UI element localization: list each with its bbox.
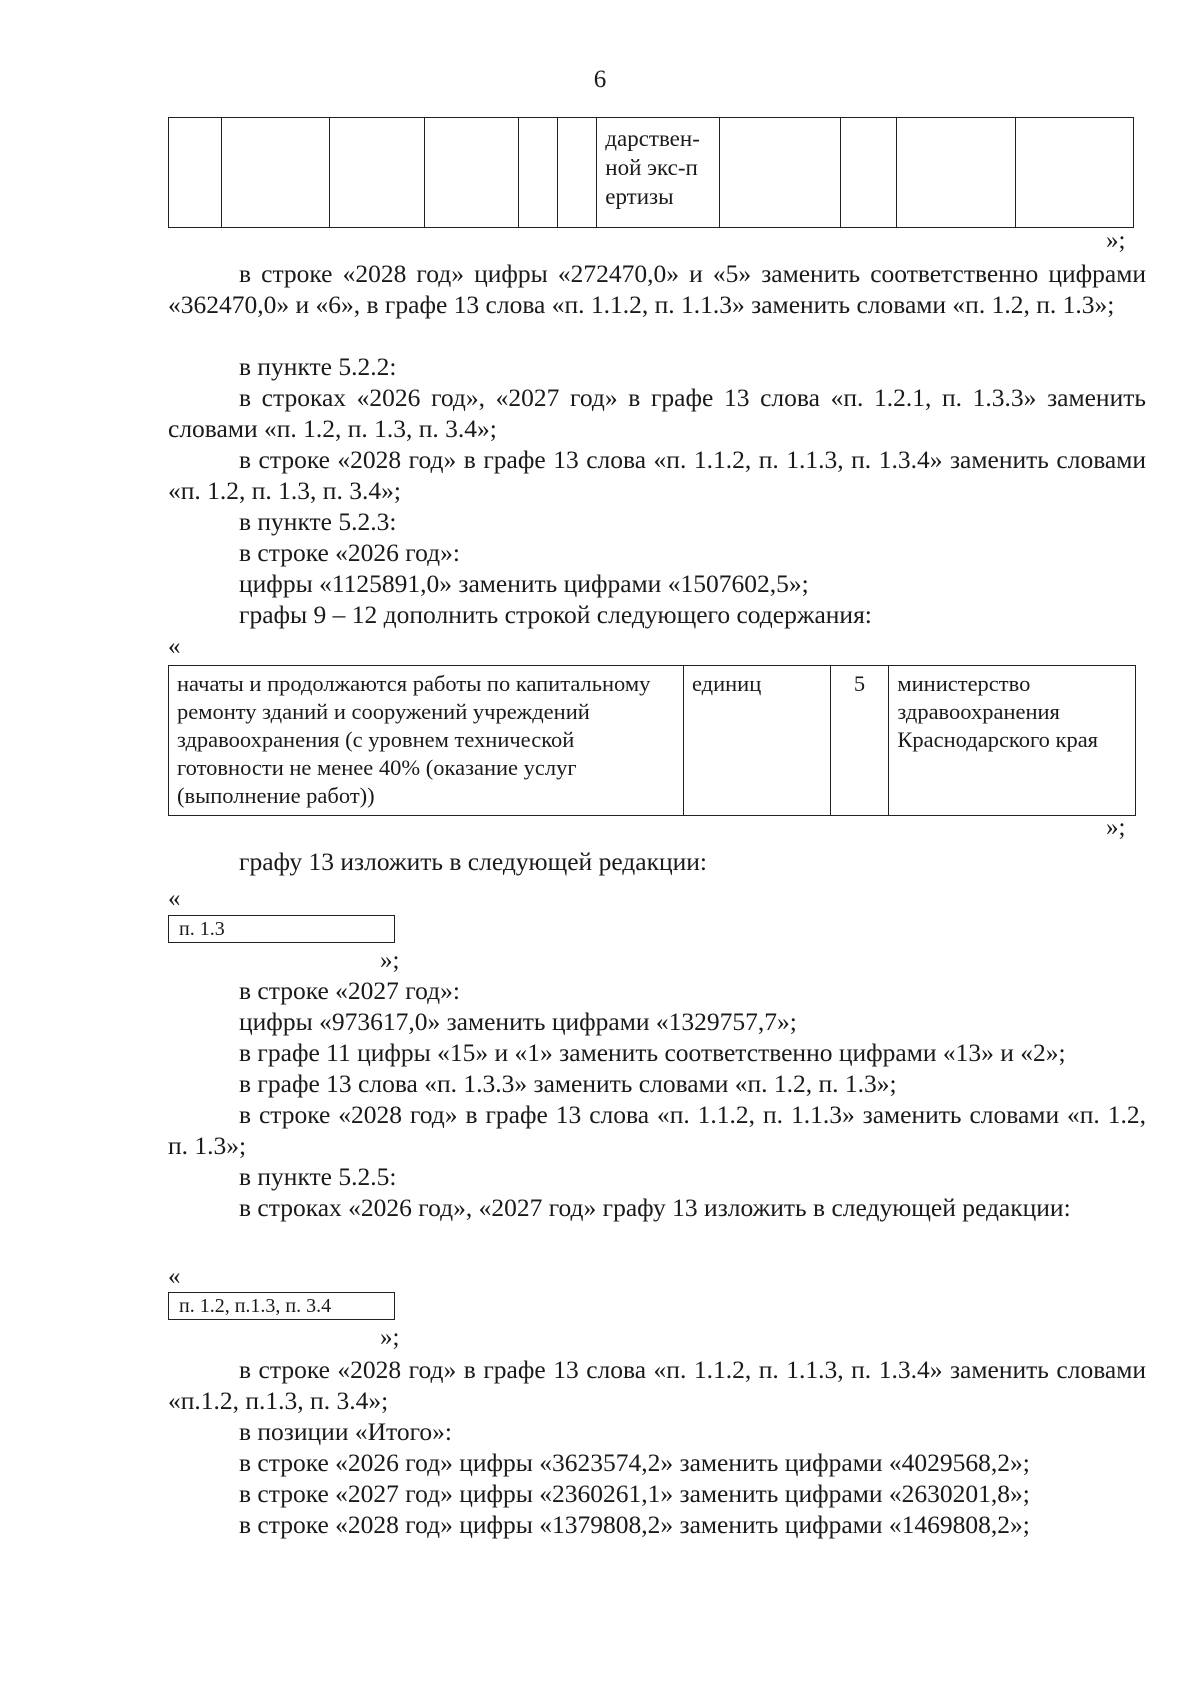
table-cell bbox=[169, 118, 222, 228]
paragraph: в графе 11 цифры «15» и «1» заменить соответственно цифрами «13» и «2»; bbox=[239, 1038, 1066, 1067]
table-cell bbox=[841, 118, 897, 228]
insert-responsible: министерство здравоохранения Краснодарского края bbox=[889, 666, 1136, 816]
paragraph: в пункте 5.2.2: bbox=[239, 352, 397, 381]
table-cell bbox=[896, 118, 1015, 228]
table-cell bbox=[720, 118, 841, 228]
table-cell bbox=[1016, 118, 1134, 228]
paragraph: в строке «2028 год» цифры «272470,0» и «5» заменить соответственно цифрами «362470,0» и «6», в графе 13 слова «п. 1.1.2, п. 1.1.3» заменить словами «п. 1.2, п. 1.3»; bbox=[168, 259, 1146, 319]
paragraph: в строках «2026 год», «2027 год» в графе 13 слова «п. 1.2.1, п. 1.3.3» заменить словами «п. 1.2, п. 1.3, п. 3.4»; bbox=[168, 383, 1146, 443]
closing-quote: »; bbox=[1106, 227, 1126, 254]
paragraph: в строках «2026 год», «2027 год» графу 13 изложить в следующей редакции: bbox=[239, 1193, 1071, 1222]
table-cell bbox=[558, 118, 597, 228]
table-cell bbox=[424, 118, 518, 228]
top-table-fragment bbox=[168, 117, 1134, 228]
insert-value: 5 bbox=[830, 666, 889, 816]
table-cell-text: дарствен-ной экс-пертизы bbox=[605, 126, 700, 209]
paragraph: в пункте 5.2.5: bbox=[239, 1162, 397, 1191]
table-cell-expertise bbox=[597, 118, 720, 228]
table-cell bbox=[329, 118, 424, 228]
paragraph: в строке «2027 год» цифры «2360261,1» заменить цифрами «2630201,8»; bbox=[239, 1479, 1030, 1508]
opening-quote: « bbox=[168, 1263, 181, 1290]
closing-quote: »; bbox=[380, 1324, 400, 1351]
page-number: 6 bbox=[593, 66, 607, 93]
column-13-box: п. 1.2, п.1.3, п. 3.4 bbox=[168, 1292, 395, 1320]
paragraph: в строке «2027 год»: bbox=[239, 976, 460, 1005]
column-13-box: п. 1.3 bbox=[168, 915, 395, 943]
paragraph: в строке «2028 год» в графе 13 слова «п. 1.1.2, п. 1.1.3» заменить словами «п. 1.2, п. 1.3»; bbox=[168, 1100, 1146, 1160]
insert-description: начаты и продолжаются работы по капитальному ремонту зданий и сооружений учреждений здравоохранения (с уровнем технической готовности не менее 40% (оказание услуг (выполнение работ)) bbox=[169, 666, 684, 816]
paragraph: в строке «2026 год»: bbox=[239, 538, 460, 567]
paragraph: графы 9 – 12 дополнить строкой следующего содержания: bbox=[239, 600, 872, 629]
closing-quote: »; bbox=[380, 947, 400, 974]
opening-quote: « bbox=[168, 885, 181, 912]
opening-quote: « bbox=[168, 633, 181, 660]
paragraph: в графе 13 слова «п. 1.3.3» заменить словами «п. 1.2, п. 1.3»; bbox=[239, 1069, 897, 1098]
closing-quote: »; bbox=[1106, 814, 1126, 841]
insert-table bbox=[168, 665, 1136, 816]
paragraph: в строке «2028 год» цифры «1379808,2» заменить цифрами «1469808,2»; bbox=[239, 1510, 1030, 1539]
paragraph: цифры «973617,0» заменить цифрами «1329757,7»; bbox=[239, 1007, 797, 1036]
paragraph: в строке «2028 год» в графе 13 слова «п. 1.1.2, п. 1.1.3, п. 1.3.4» заменить словами «п. 1.2, п. 1.3, п. 3.4»; bbox=[168, 445, 1146, 505]
paragraph: цифры «1125891,0» заменить цифрами «1507602,5»; bbox=[239, 569, 809, 598]
insert-unit: единиц bbox=[683, 666, 830, 816]
paragraph: в строке «2026 год» цифры «3623574,2» заменить цифрами «4029568,2»; bbox=[239, 1448, 1030, 1477]
table-cell bbox=[519, 118, 558, 228]
table-cell bbox=[221, 118, 329, 228]
paragraph: в позиции «Итого»: bbox=[239, 1417, 452, 1446]
paragraph: в пункте 5.2.3: bbox=[239, 507, 397, 536]
paragraph: в строке «2028 год» в графе 13 слова «п. 1.1.2, п. 1.1.3, п. 1.3.4» заменить словами «п.1.2, п.1.3, п. 3.4»; bbox=[168, 1355, 1146, 1415]
paragraph: графу 13 изложить в следующей редакции: bbox=[239, 847, 708, 876]
